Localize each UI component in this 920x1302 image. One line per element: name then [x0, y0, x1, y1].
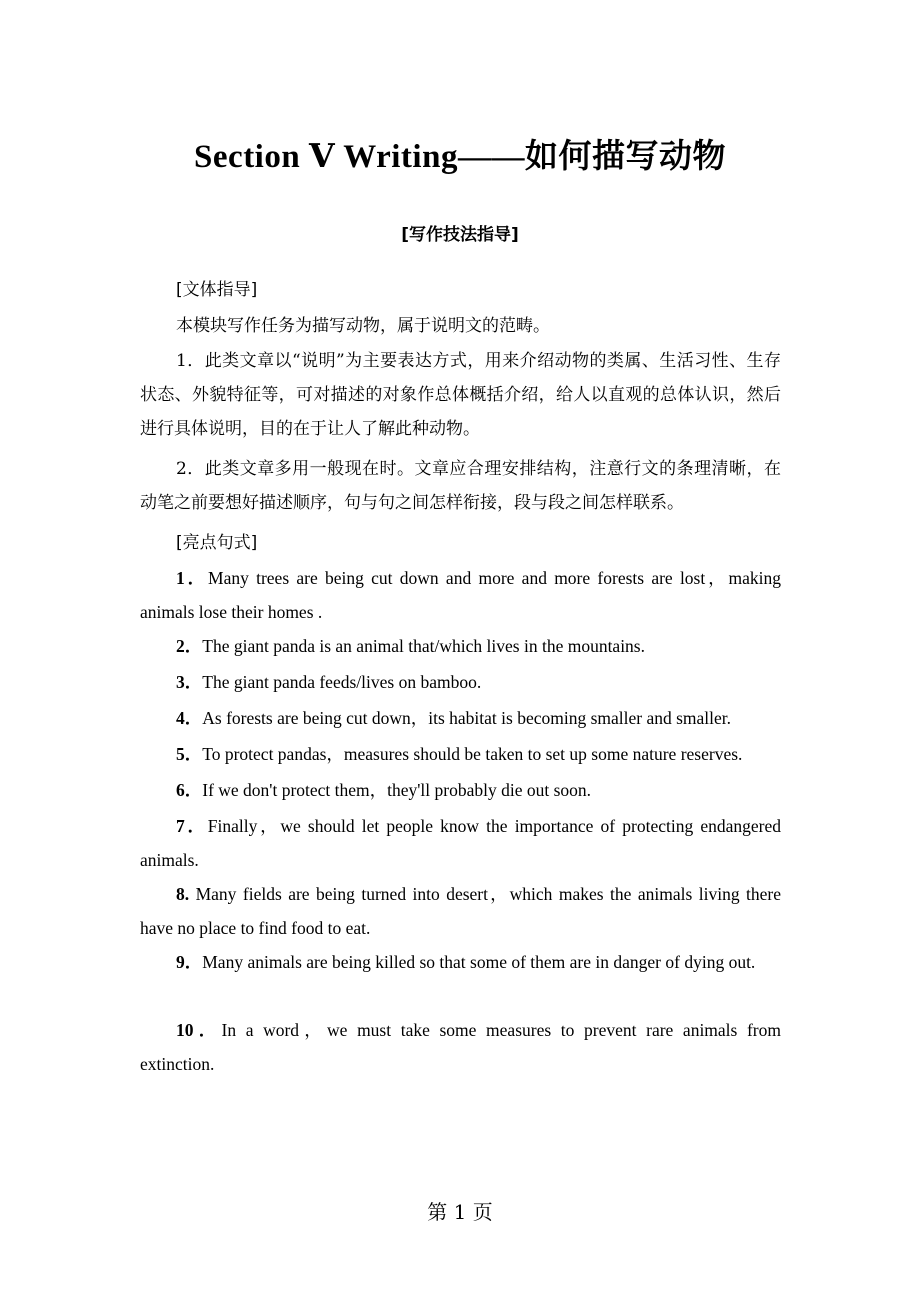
- sentence-number: 10: [176, 1020, 194, 1040]
- sentence-number: 2: [176, 636, 185, 656]
- sentence-number: 7: [176, 816, 185, 836]
- sentence-text: Many trees are being cut down and more and more forests are lost，making animals lose their homes .: [140, 568, 781, 622]
- sentence-text: Many fields are being turned into desert，which makes the animals living there have no place to find food to eat.: [140, 884, 782, 938]
- style-guide-tag: [文体指导]: [176, 280, 258, 300]
- sentence-number: 4: [176, 708, 185, 728]
- style-guide-point-2: 2．此类文章多用一般现在时。文章应合理安排结构，注意行文的条理清晰，在动笔之前要想好描述顺序，句与句之间怎样衔接，段与段之间怎样联系。: [140, 459, 781, 513]
- style-guide-intro: 本模块写作任务为描写动物，属于说明文的范畴。: [176, 316, 550, 336]
- highlight-sentence: 8. Many fields are being turned into desert，which makes the animals living there have no place to find food to eat.: [140, 884, 782, 938]
- sentence-number: 1: [176, 568, 185, 588]
- sentence-number: 9: [176, 952, 185, 972]
- highlight-sentence: 3．The giant panda feeds/lives on bamboo.: [176, 672, 482, 692]
- section-subtitle: [写作技法指导]: [401, 225, 519, 245]
- highlight-sentence: 5．To protect pandas，measures should be taken to set up some nature reserves.: [176, 744, 743, 764]
- highlight-sentence: 4．As forests are being cut down，its habitat is becoming smaller and smaller.: [176, 708, 732, 728]
- sentence-text: If we don't protect them，they'll probably die out soon.: [202, 780, 592, 800]
- sentence-number: 3: [176, 672, 185, 692]
- highlight-sentence: 1．Many trees are being cut down and more and more forests are lost，making animals lose their homes .: [140, 568, 781, 622]
- sentence-text: To protect pandas，measures should be taken to set up some nature reserves.: [202, 744, 743, 764]
- sentence-text: As forests are being cut down，its habitat is becoming smaller and smaller.: [202, 708, 732, 728]
- sentence-text: The giant panda feeds/lives on bamboo.: [202, 672, 482, 692]
- highlight-sentence: 9．Many animals are being killed so that some of them are in danger of dying out.: [176, 952, 756, 972]
- highlight-sentence: 10．In a word，we must take some measures to prevent rare animals from extinction.: [140, 1020, 781, 1074]
- highlight-sentence: 2．The giant panda is an animal that/which lives in the mountains.: [176, 636, 645, 656]
- highlights-tag: [亮点句式]: [176, 533, 258, 553]
- page-title: Section Ⅴ Writing——如何描写动物: [194, 139, 726, 175]
- sentence-text: Finally，we should let people know the importance of protecting endangered animals.: [140, 816, 781, 870]
- page-number: 第 1 页: [427, 1200, 493, 1224]
- sentence-number: 6: [176, 780, 185, 800]
- highlight-sentence: 6．If we don't protect them，they'll probably die out soon.: [176, 780, 592, 800]
- sentence-text: Many animals are being killed so that some of them are in danger of dying out.: [202, 952, 756, 972]
- sentence-number: 8: [176, 884, 185, 904]
- sentence-text: The giant panda is an animal that/which lives in the mountains.: [202, 636, 645, 656]
- style-guide-point-1: 1．此类文章以“说明”为主要表达方式，用来介绍动物的类属、生活习性、生存状态、外貌特征等，可对描述的对象作总体概括介绍，给人以直观的总体认识，然后进行具体说明，目的在于让人了解此种动物。: [140, 351, 781, 439]
- sentence-number: 5: [176, 744, 185, 764]
- highlight-sentence: 7．Finally，we should let people know the importance of protecting endangered animals.: [140, 816, 781, 870]
- sentence-text: In a word，we must take some measures to prevent rare animals from extinction.: [140, 1020, 781, 1074]
